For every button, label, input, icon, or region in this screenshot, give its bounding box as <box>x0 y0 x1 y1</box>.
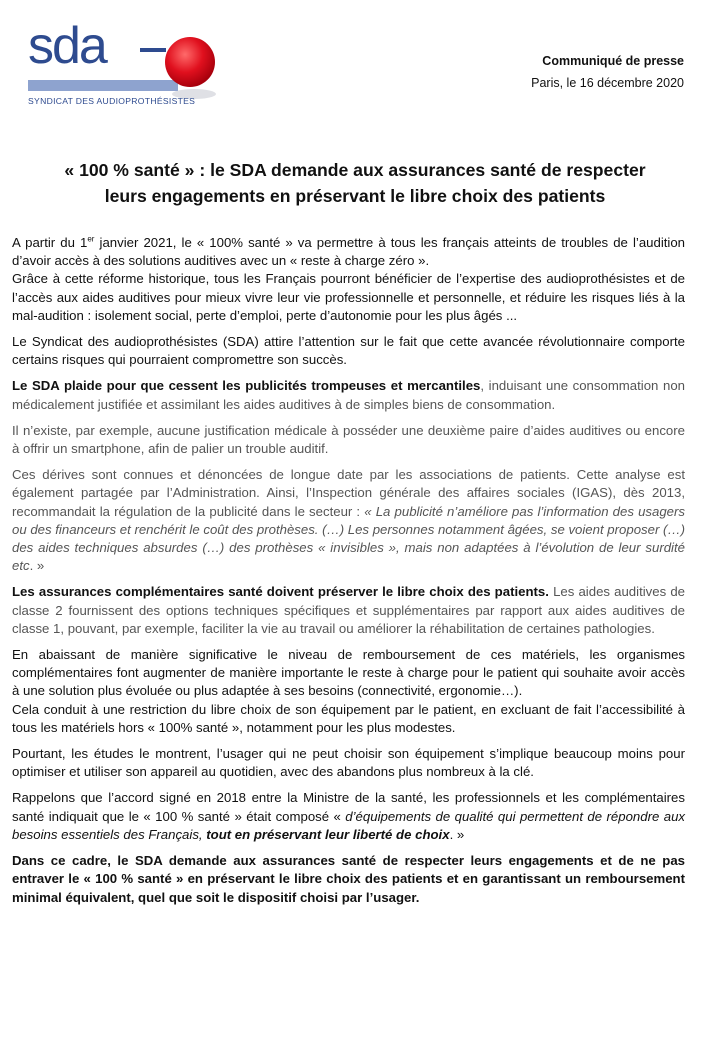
paragraph-12-conclusion: Dans ce cadre, le SDA demande aux assurances santé de respecter leurs engagements et de ne pas entraver le « 100 % santé » en préservant le libre choix des patients et en garantissant un remboursement minimal équivalent, quel que soit le dispositif choisi par l’usager. <box>12 853 685 905</box>
document-body <box>12 234 685 915</box>
paragraph-7: Les assurances complémentaires santé doivent préserver le libre choix des patients. Les aides auditives de classe 2 fournissent des options techniques spécifiques et supplémentaires par rapport aux aides auditives de classe 1, pouvant, par exemple, faciliter la vie au travail ou améliorer la réhabilitation de certaines pathologies. <box>12 584 685 636</box>
title-line-2: leurs engagements en préservant le libre choix des patients <box>104 186 606 206</box>
logo-subtitle: SYNDICAT DES AUDIOPROTHÉSISTES <box>28 96 196 106</box>
logo-bar <box>28 80 178 91</box>
logo-wordmark: sda <box>28 17 106 75</box>
sda-logo <box>22 18 222 110</box>
press-header <box>531 54 684 90</box>
press-release-label: Communiqué de presse <box>542 54 684 68</box>
paragraph-8: En abaissant de manière significative le niveau de remboursement de ces matériels, les organismes complémentaires font augmenter de manière importante le reste à charge pour le patient qui souhaite avoir accès à une solution plus évoluée ou plus adaptée à ses besoins (connectivité, ergonomie…). <box>12 647 685 699</box>
paragraph-3: Le Syndicat des audioprothésistes (SDA) attire l’attention sur le fait que cette avancée révolutionnaire comporte certains risques qui pourraient compromettre son succès. <box>12 334 685 368</box>
paragraph-1: A partir du 1er janvier 2021, le « 100% santé » va permettre à tous les français atteints de troubles de l’audition d’avoir accès à des solutions auditives avec un « reste à charge zéro ». <box>12 234 686 269</box>
paragraph-5: Il n’existe, par exemple, aucune justification médicale à posséder une deuxième paire d’aides auditives ou encore à offrir un smartphone, afin de palier un trouble auditif. <box>12 422 685 457</box>
paragraph-4: Le SDA plaide pour que cessent les publicités trompeuses et mercantiles, induisant une consommation non médicalement justifiée et assimilant les aides auditives à de simples biens de consommation. <box>12 378 685 412</box>
logo-dash <box>140 48 166 52</box>
press-release-date: Paris, le 16 décembre 2020 <box>531 76 684 90</box>
title-line-1: « 100 % santé » : le SDA demande aux assurances santé de respecter <box>64 160 646 180</box>
document-title <box>20 157 690 209</box>
paragraph-6: Ces dérives sont connues et dénoncées de longue date par les associations de patients. Cette analyse est également partagée par l’Administration. Ainsi, l’Inspection générale des affaires sociales (IGAS), dès 2013, recommandait la régulation de la publicité dans le secteur : « La publicité n’améliore pas l’information des usagers ou des financeurs et renchérit le coût des prothèses. (…) Les personnes notamment âgées, se voient proposer (…) des aides techniques absurdes (…) des prothèses « invisibles », mais non adaptées à l’évolution de leur surdité etc. » <box>12 467 685 574</box>
paragraph-2: Grâce à cette réforme historique, tous les Français pourront bénéficier de l’expertise des audioprothésistes et de l’accès aux aides auditives pour mieux vivre leur vie professionnelle et personnelle, et réduire les risques liés à la mal-audition : isolement social, perte d’emploi, perte d’autonomie pour les plus âgés ... <box>12 271 685 323</box>
logo-red-ball <box>165 37 215 87</box>
paragraph-10: Pourtant, les études le montrent, l’usager qui ne peut choisir son équipement s’implique beaucoup moins pour optimiser et utiliser son appareil au quotidien, avec des abandons plus nombreux à la clé. <box>12 746 685 780</box>
paragraph-11: Rappelons que l’accord signé en 2018 entre la Ministre de la santé, les professionnels et les complémentaires santé indiquait que le « 100 % santé » était composé « d’équipements de qualité qui permettent de répondre aux besoins essentiels des Français, tout en préservant leur liberté de choix. » <box>12 790 686 842</box>
paragraph-9: Cela conduit à une restriction du libre choix de son équipement par le patient, en excluant de fait l’accessibilité à tous les matériels hors « 100% santé », notamment pour les plus modestes. <box>12 701 685 735</box>
